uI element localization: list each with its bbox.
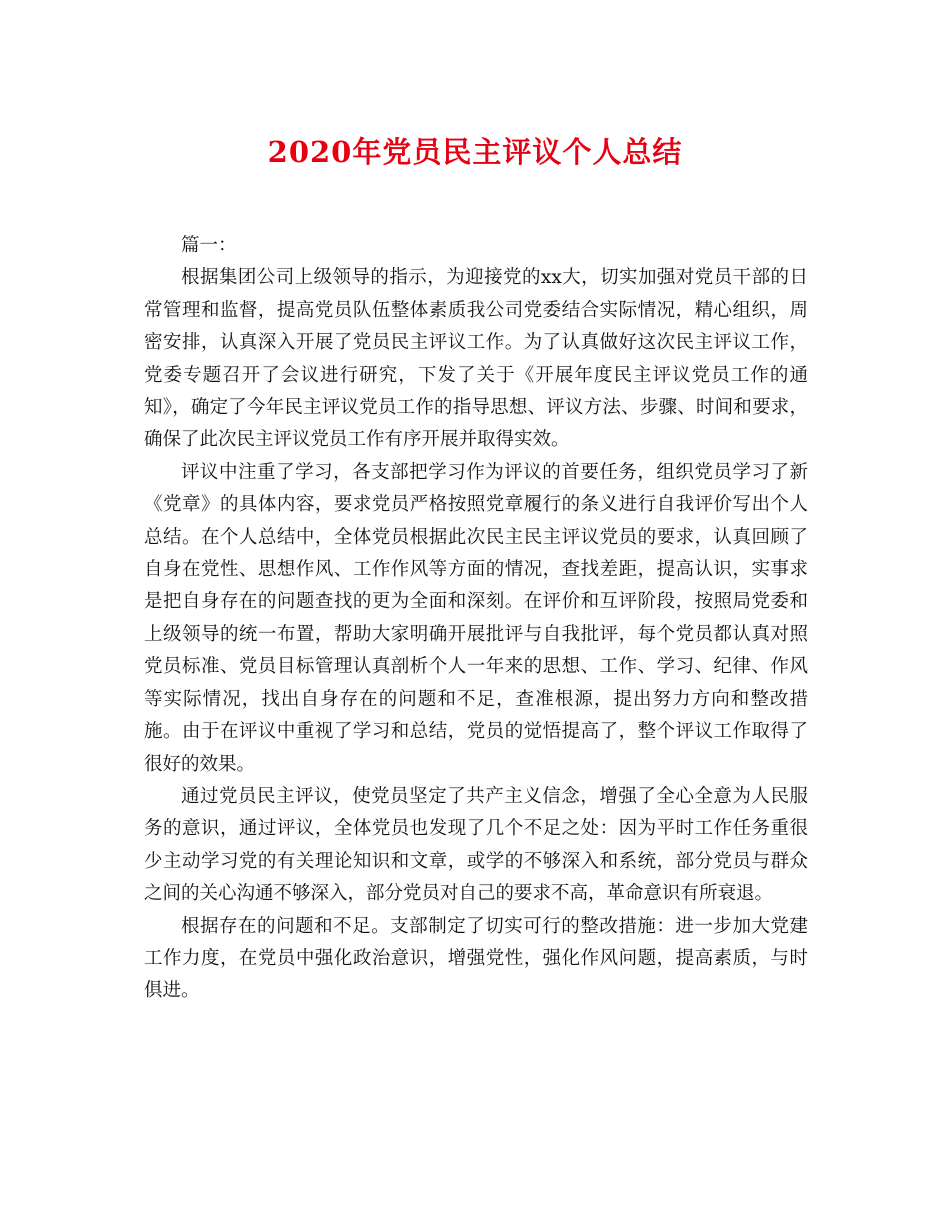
body-paragraph: 评议中注重了学习，各支部把学习作为评议的首要任务，组织党员学习了新《党章》的具体内容，要求党员严格按照党章履行的条义进行自我评价写出个人总结。在个人总结中，全体党员根据此次民主民主评议党员的要求，认真回顾了自身在党性、思想作风、工作作风等方面的情况，查找差距，提高认识，实事求是把自身存在的问题查找的更为全面和深刻。在评价和互评阶段，按照局党委和上级领导的统一布置，帮助大家明确开展批评与自我批评，每个党员都认真对照党员标准、党员目标管理认真剖析个人一年来的思想、工作、学习、纪律、作风等实际情况，找出自身存在的问题和不足，查准根源，提出努力方向和整改措施。由于在评议中重视了学习和总结，党员的觉悟提高了，整个评议工作取得了很好的效果。 [144, 461, 808, 775]
document-body [144, 230, 808, 1008]
body-paragraph: 根据存在的问题和不足。支部制定了切实可行的整改措施：进一步加大党建工作力度，在党员中强化政治意识，增强党性，强化作风问题，提高素质，与时俱进。 [144, 915, 808, 1002]
body-paragraph: 根据集团公司上级领导的指示，为迎接党的xx大，切实加强对党员干部的日常管理和监督，提高党员队伍整体素质我公司党委结合实际情况，精心组织，周密安排，认真深入开展了党员民主评议工作。为了认真做好这次民主评议工作，党委专题召开了会议进行研究，下发了关于《开展年度民主评议党员工作的通知》，确定了今年民主评议党员工作的指导思想、评议方法、步骤、时间和要求，确保了此次民主评议党员工作有序开展并取得实效。 [144, 267, 808, 451]
document-title: 2020年党员民主评议个人总结 [267, 135, 683, 169]
body-paragraph: 通过党员民主评议，使党员坚定了共产主义信念，增强了全心全意为人民服务的意识，通过评议，全体党员也发现了几个不足之处：因为平时工作任务重很少主动学习党的有关理论知识和文章，或学的不够深入和系统，部分党员与群众之间的关心沟通不够深入，部分党员对自己的要求不高，革命意识有所衰退。 [144, 785, 808, 905]
section-label: 篇一： [181, 235, 237, 256]
